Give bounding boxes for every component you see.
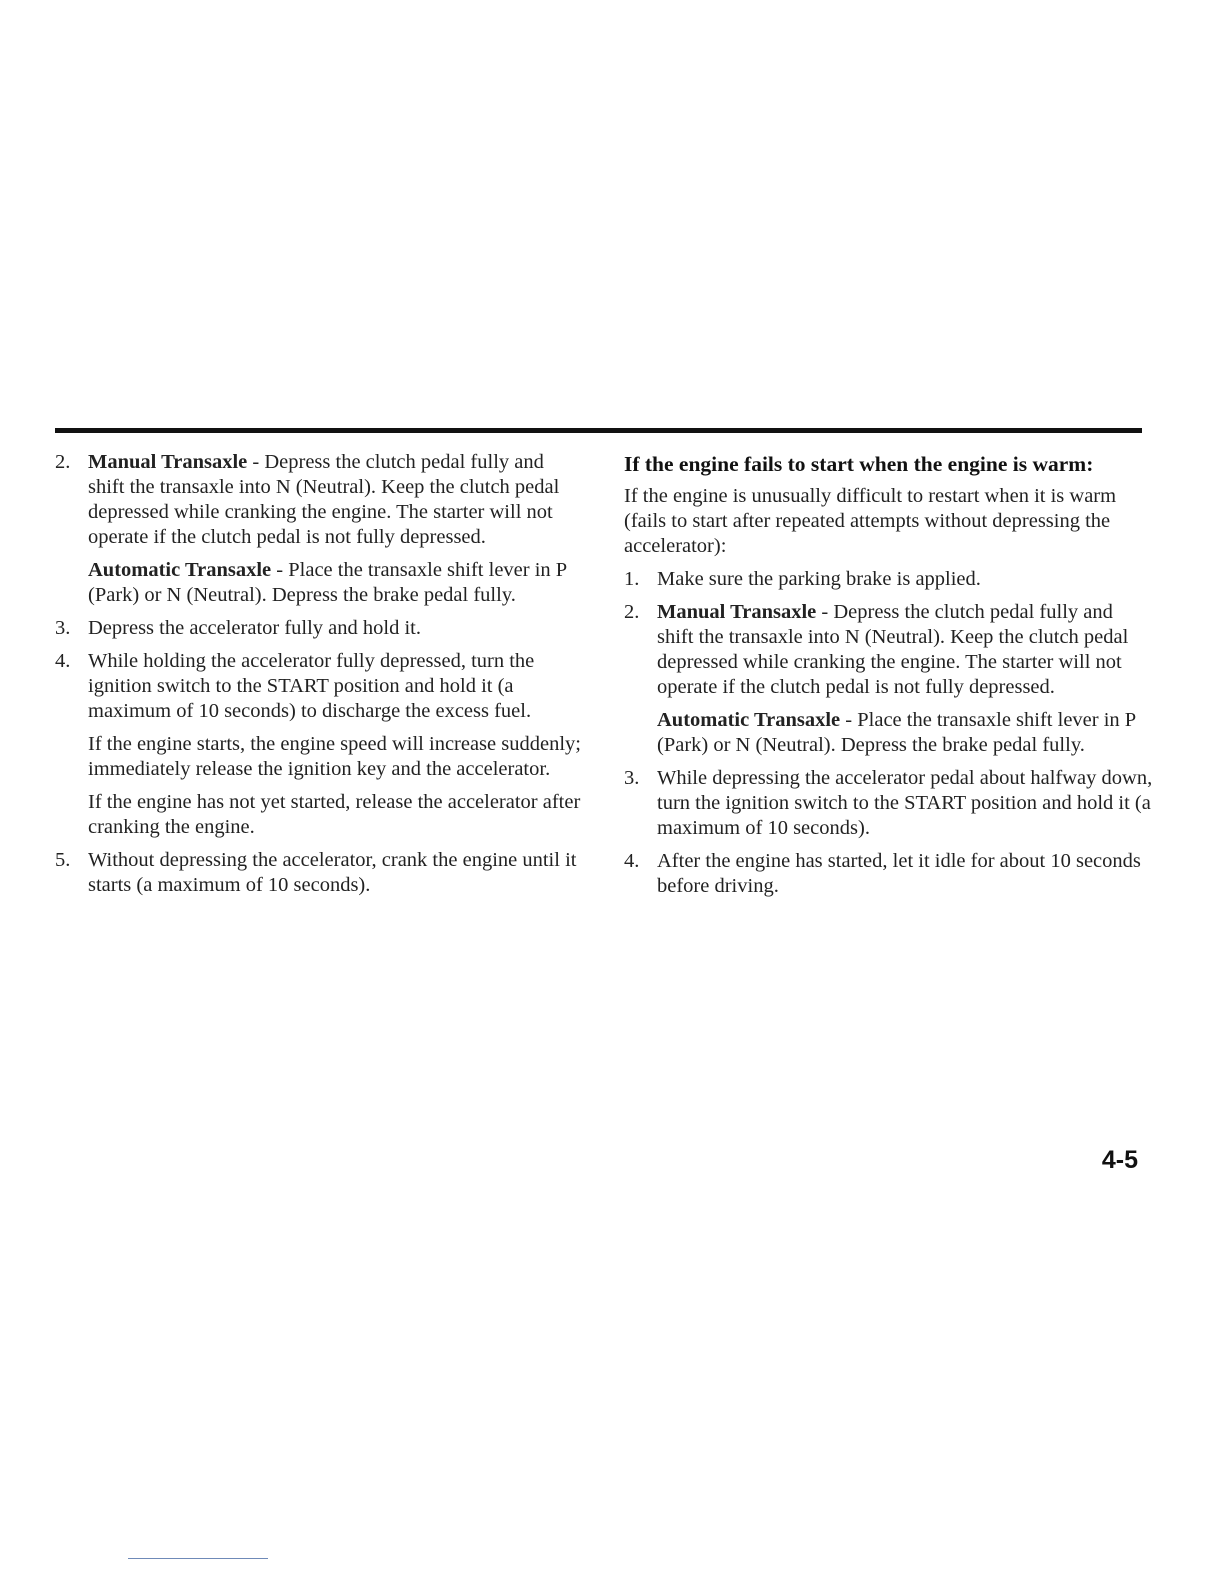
automatic-transaxle-label: Automatic Transaxle: [657, 709, 841, 731]
left-column: [55, 450, 585, 906]
list-item: [55, 616, 585, 641]
list-item: [624, 567, 1154, 592]
automatic-transaxle-text: - Place the transaxle shift lever in P (Park) or N (Neutral). Depress the brake pedal fully.: [88, 559, 567, 606]
list-item: [55, 848, 585, 898]
manual-transaxle-text: - Depress the clutch pedal fully and shift the transaxle into N (Neutral). Keep the clutch pedal depressed while cranking the engine. The starter will not operate if the clutch pedal is not fully depressed.: [88, 451, 560, 548]
list-item: [55, 450, 585, 608]
item-text: If the engine starts, the engine speed will increase suddenly; immediately release the ignition key and the accelerator.: [88, 733, 581, 780]
item-number: 2.: [624, 601, 640, 623]
item-text: Depress the accelerator fully and hold it.: [88, 617, 421, 639]
item-text: If the engine has not yet started, release the accelerator after cranking the engine.: [88, 791, 581, 838]
automatic-transaxle-text: - Place the transaxle shift lever in P (Park) or N (Neutral). Depress the brake pedal fully.: [657, 709, 1136, 756]
right-column: [624, 450, 1154, 907]
item-text: Without depressing the accelerator, crank the engine until it starts (a maximum of 10 seconds).: [88, 849, 577, 896]
manual-transaxle-label: Manual Transaxle: [88, 451, 248, 473]
item-number: 4.: [55, 650, 71, 672]
item-text: After the engine has started, let it idle for about 10 seconds before driving.: [657, 850, 1141, 897]
item-number: 3.: [624, 767, 640, 789]
section-heading: If the engine fails to start when the engine is warm:: [624, 452, 1094, 476]
page-number: 4-5: [1101, 1146, 1138, 1174]
manual-transaxle-text: - Depress the clutch pedal fully and shift the transaxle into N (Neutral). Keep the clutch pedal depressed while cranking the engine. The starter will not operate if the clutch pedal is not fully depressed.: [657, 601, 1129, 698]
header-rule: [55, 428, 1142, 433]
item-text: Make sure the parking brake is applied.: [657, 568, 981, 590]
item-text: While holding the accelerator fully depressed, turn the ignition switch to the START position and hold it (a maximum of 10 seconds) to discharge the excess fuel.: [88, 650, 535, 722]
bottom-line: [128, 1558, 268, 1559]
item-text: While depressing the accelerator pedal about halfway down, turn the ignition switch to the START position and hold it (a maximum of 10 seconds).: [657, 767, 1153, 839]
list-item: [624, 600, 1154, 758]
list-item: [624, 849, 1154, 899]
item-paragraph: [657, 708, 1154, 758]
item-paragraph: [88, 450, 585, 550]
item-number: 5.: [55, 849, 71, 871]
item-number: 1.: [624, 568, 640, 590]
item-number: 2.: [55, 451, 71, 473]
list-item: [55, 649, 585, 840]
item-paragraph: [657, 600, 1154, 700]
item-paragraph: [88, 558, 585, 608]
automatic-transaxle-label: Automatic Transaxle: [88, 559, 272, 581]
section-intro: If the engine is unusually difficult to restart when it is warm (fails to start after repeated attempts without depressing the accelerator):: [624, 485, 1117, 557]
item-number: 4.: [624, 850, 640, 872]
item-number: 3.: [55, 617, 71, 639]
manual-transaxle-label: Manual Transaxle: [657, 601, 817, 623]
list-item: [624, 766, 1154, 841]
